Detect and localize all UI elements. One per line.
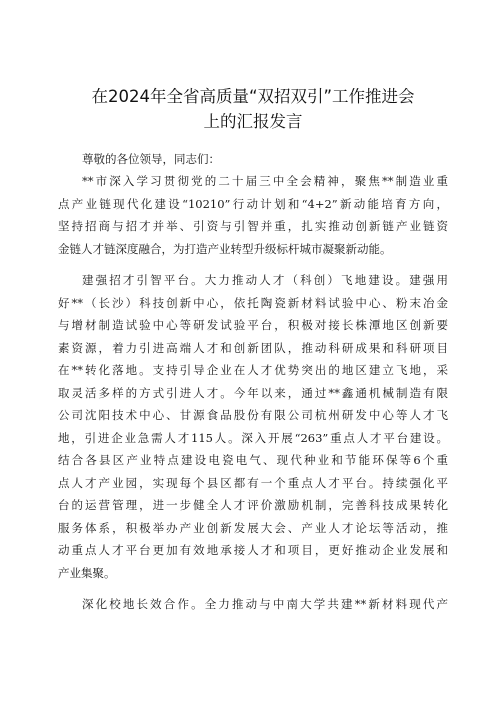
paragraph xyxy=(58,170,448,260)
text-line: 地，引进企业急需人才115人。深入开展“263”重点人才平台建设。 xyxy=(58,430,448,445)
text-line: 素资源，着力引进高端人才和创新团队，推动科研成果和科研项目 xyxy=(58,340,448,355)
text-line: 动重点人才平台更加有效地承接人才和项目，更好推动企业发展和 xyxy=(58,543,448,557)
text-line: 点人才产业园，实现每个县区都有一个重点人才平台。持续强化平 xyxy=(58,475,448,490)
text-line: **市深入学习贯彻党的二十届三中全会精神，聚焦**制造业重 xyxy=(82,174,448,188)
title-line-1: 在2024年全省高质量“双招双引”工作推进会 xyxy=(91,87,415,106)
text-line: 公司沈阳技术中心、甘源食品股份有限公司杭州研发中心等人才飞 xyxy=(58,408,448,422)
text-line: 取灵活多样的方式引进人才。今年以来，通过**鑫通机械制造有限 xyxy=(58,385,448,400)
paragraph xyxy=(58,593,448,616)
text-line: 结合各县区产业特点建设电瓷电气、现代种业和节能环保等6个重 xyxy=(58,453,448,467)
text-line: 深化校地长效合作。全力推动与中南大学共建**新材料现代产 xyxy=(82,597,448,611)
paragraph xyxy=(58,269,448,584)
body-text xyxy=(58,170,448,616)
text-line: 坚持招商与招才并举、引资与引智并重，扎实推动创新链产业链资 xyxy=(58,219,448,233)
text-line: 金链人才链深度融合，为打造产业转型升级标杆城市凝聚新动能。 xyxy=(58,241,392,256)
text-line: 建强招才引智平台。大力推动人才（科创）飞地建设。建强用 xyxy=(82,273,448,287)
text-line: 好**（长沙）科技创新中心，依托陶瓷新材料试验中心、粉末冶金 xyxy=(58,295,448,310)
text-line: 与增材制造试验中心等研发试验平台，积极对接长株潭地区创新要 xyxy=(58,318,448,332)
text-line: 在**转化落地。支持引导企业在人才优势突出的地区建立飞地，采 xyxy=(58,363,448,377)
text-line: 服务体系，积极举办产业创新发展大会、产业人才论坛等活动，推 xyxy=(58,520,448,535)
document-title xyxy=(58,84,448,134)
text-line: 台的运营管理，进一步健全人才评价激励机制，完善科技成果转化 xyxy=(58,498,448,512)
text-line: 点产业链现代化建设“10210”行动计划和“4+2”新动能培育方向， xyxy=(58,196,448,211)
title-line-2: 上的汇报发言 xyxy=(203,112,303,131)
text-line: 产业集聚。 xyxy=(58,565,116,580)
salutation: 尊敬的各位领导，同志们： xyxy=(82,152,220,166)
